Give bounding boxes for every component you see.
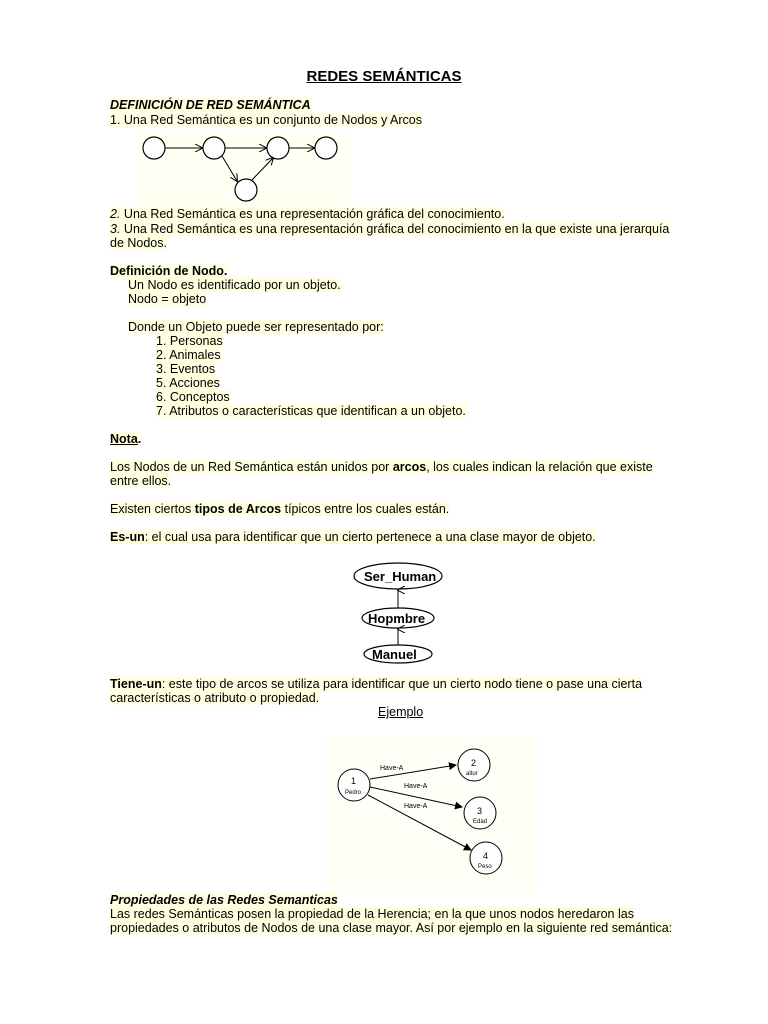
tiene-paragraph-cont: características o atributo o propiedad. [110, 691, 320, 705]
tipos-paragraph: Existen ciertos tipos de Arcos típicos entre los cuales están. [110, 502, 450, 516]
example-graph [326, 735, 538, 893]
nodes-arcs-diagram [138, 132, 350, 207]
hierarchy-node-label: Manuel [372, 647, 417, 662]
list-item: 2. Animales [156, 348, 221, 362]
edge-label: Have-A [404, 803, 428, 810]
definition-item-3: 3. Una Red Semántica es una representación gráfica del conocimiento en la que existe una jerarquía [110, 222, 670, 236]
nota-heading: Nota. [110, 432, 142, 446]
svg-text:2: 2 [471, 758, 477, 768]
graph-node [267, 137, 289, 159]
ejemplo-link: Ejemplo [378, 705, 424, 719]
svg-text:Edad: Edad [473, 819, 488, 825]
arcos-paragraph: Los Nodos de un Red Semántica están unidos por arcos, los cuales indican la relación que existe [110, 460, 653, 474]
graph-node [143, 137, 165, 159]
list-item: 1. Personas [156, 334, 223, 348]
definition-item-2: 2. Una Red Semántica es una representación gráfica del conocimiento. [110, 207, 505, 221]
list-item: 7. Atributos o características que identifican a un objeto. [156, 404, 466, 418]
svg-text:altur: altur [466, 771, 478, 777]
propiedades-paragraph-cont: propiedades o atributos de Nodos de una clase mayor. Así por ejemplo en la siguiente red semántica: [110, 921, 673, 935]
graph-node [315, 137, 337, 159]
svg-text:1: 1 [351, 776, 357, 786]
hierarchy-node-label: Ser_Human [364, 569, 437, 584]
esun-hierarchy-diagram [352, 558, 452, 668]
list-item: 3. Eventos [156, 362, 216, 376]
svg-text:3: 3 [477, 806, 483, 816]
edge-label: Have-A [404, 783, 428, 790]
edge-label: Have-A [380, 765, 404, 772]
propiedades-heading: Propiedades de las Redes Semanticas [110, 893, 338, 907]
nodo-heading: Definición de Nodo. [110, 264, 228, 278]
nodo-line-2: Nodo = objeto [128, 292, 207, 306]
tiene-paragraph: Tiene-un: este tipo de arcos se utiliza para identificar que un cierto nodo tiene o pase una cierta [110, 677, 643, 691]
esun-paragraph: Es-un: el cual usa para identificar que un cierto pertenece a una clase mayor de objeto. [110, 530, 596, 544]
definition-item-1: 1. Una Red Semántica es un conjunto de Nodos y Arcos [110, 113, 422, 127]
propiedades-paragraph: Las redes Semánticas posen la propiedad de la Herencia; en la que unos nodos heredaron las [110, 907, 634, 921]
svg-text:4: 4 [483, 851, 489, 861]
definition-item-3-cont: de Nodos. [110, 236, 167, 250]
list-item: 6. Conceptos [156, 390, 230, 404]
svg-text:Pedro: Pedro [345, 790, 362, 796]
definition-heading: DEFINICIÓN DE RED SEMÁNTICA [110, 98, 311, 112]
graph-node [235, 179, 257, 201]
page-title: REDES SEMÁNTICAS [306, 68, 462, 85]
svg-text:Peso: Peso [478, 864, 492, 870]
objeto-intro: Donde un Objeto puede ser representado por: [128, 320, 384, 334]
graph-node [203, 137, 225, 159]
list-item: 5. Acciones [156, 376, 220, 390]
nodo-line-1: Un Nodo es identificado por un objeto. [128, 278, 341, 292]
arcos-paragraph-cont: entre ellos. [110, 474, 172, 488]
hierarchy-node-label: Hopmbre [368, 611, 426, 626]
